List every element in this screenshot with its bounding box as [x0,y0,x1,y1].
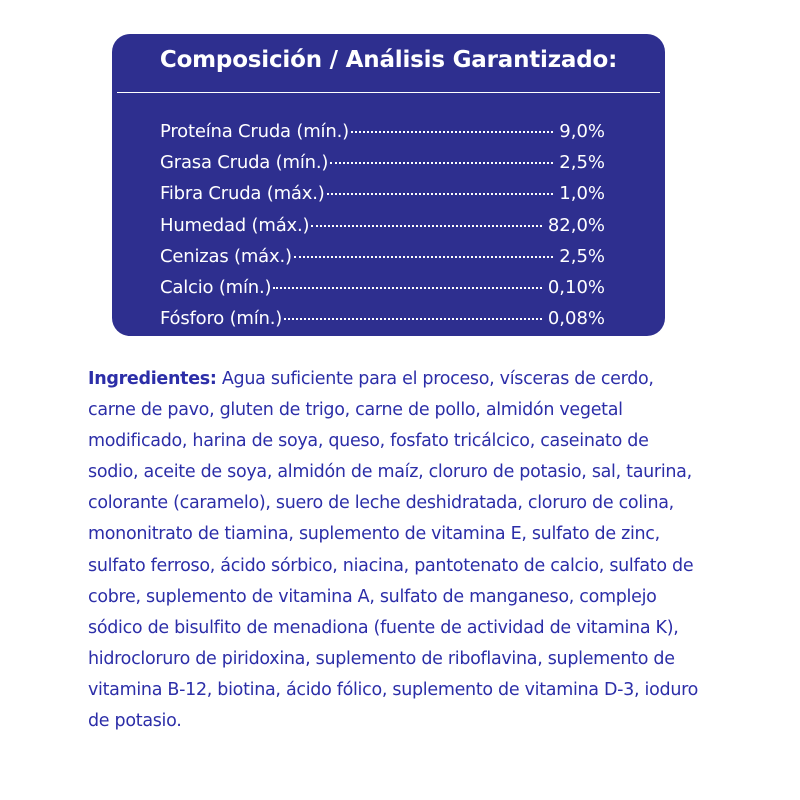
nutrient-name: Proteína Cruda (mín.) [160,121,349,142]
dot-leader [311,225,541,227]
nutrient-row-moisture [160,215,605,246]
ingredients-label: Ingredientes: [88,369,217,389]
nutrient-name: Humedad (máx.) [160,214,310,236]
nutrient-name: Fibra Cruda (máx.) [160,183,325,205]
nutrient-row-ash [160,246,605,277]
dot-leader [351,131,553,133]
nutrient-value: 1,0% [559,183,605,205]
nutrient-value: 9,0% [559,121,605,142]
nutrient-row-phosphorus [160,308,605,339]
guaranteed-analysis-panel [112,34,665,336]
nutrient-row-calcium [160,277,605,308]
nutrient-list [160,121,605,339]
nutrient-row-protein [160,121,605,152]
analysis-title: Composición / Análisis Garantizado: [159,47,618,73]
ingredients-paragraph [88,364,700,737]
nutrient-value: 0,10% [547,276,605,298]
title-divider [117,92,660,93]
dot-leader [330,162,553,164]
nutrient-row-fat [160,152,605,183]
dot-leader [284,318,542,320]
dot-leader [327,193,554,195]
ingredients-text: Agua suficiente para el proceso, vísceras de cerdo, carne de pavo, gluten de trigo, carne de pollo, almidón vegetal modificado, harina de soya, queso, fosfato tricálcico, caseinato de sodio, aceite de soya, almidón de maíz, cloruro de potasio, sal, taurina, colorante (caramelo), suero de leche deshidratada, cloruro de colina, mononitrato de tiamina, suplemento de vitamina E, sulfato de zinc, sulfato ferroso, ácido sórbico, niacina, pantotenato de calcio, sulfato de cobre, suplemento de vitamina A, sulfato de manganeso, complejo sódico de bisulfito de menadiona (fuente de actividad de vitamina K), hidrocloruro de piridoxina, suplemento de riboflavina, suplemento de vitamina B-12, biotina, ácido fólico, suplemento de vitamina D-3, ioduro de potasio. [88,369,699,732]
nutrient-value: 82,0% [547,214,605,236]
nutrient-name: Fósforo (mín.) [160,308,283,330]
dot-leader [273,287,541,289]
nutrient-value: 2,5% [559,245,605,267]
nutrient-value: 2,5% [559,152,605,174]
nutrient-name: Grasa Cruda (mín.) [160,152,329,174]
dot-leader [294,256,553,258]
nutrient-name: Cenizas (máx.) [160,245,292,267]
nutrient-value: 0,08% [547,308,605,330]
nutrient-row-fiber [160,183,605,214]
nutrient-name: Calcio (mín.) [160,276,272,298]
